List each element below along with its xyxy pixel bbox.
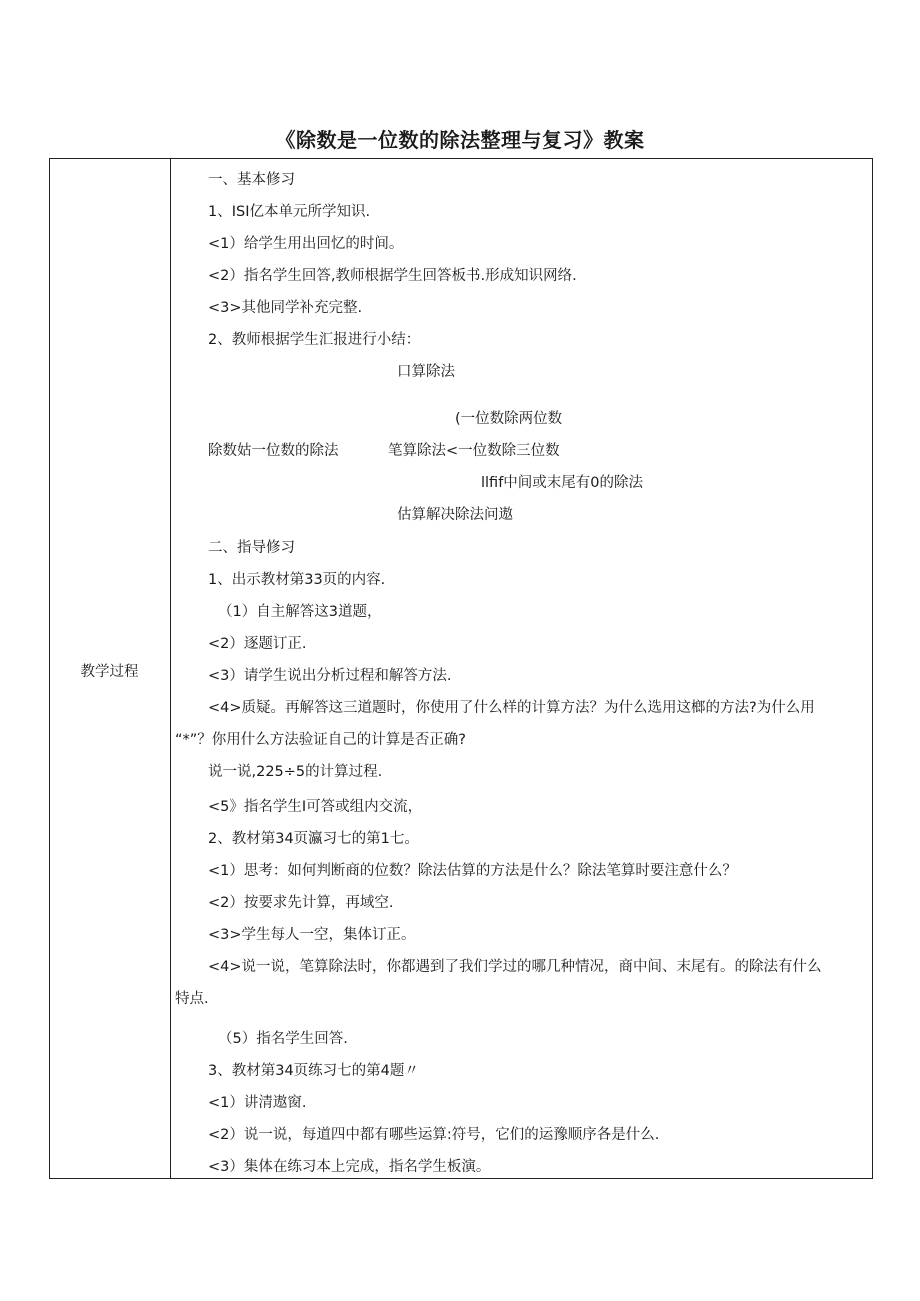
summary-estimation: 估算解决除法问遨 xyxy=(397,507,513,523)
content-line: <2）指名学生回答,教师根据学生回答板书.形成知识网络. xyxy=(208,268,577,284)
content-line: <1）给学生用出回忆的时间。 xyxy=(208,236,404,252)
content-line: <1）思考：如何判断商的位数？除法估算的方法是什么？除法笔算时要注意什么？ xyxy=(208,863,737,879)
content-line: 2、教师根据学生汇报进行小结： xyxy=(208,332,421,348)
summary-written-division: 笔算除法<一位数除三位数 xyxy=(388,443,560,459)
content-line: <2）按要求先计算，再域空. xyxy=(208,895,394,911)
content-line: 说一说,225÷5的计算过程. xyxy=(208,764,383,780)
section-heading-guided: 二、指导修习 xyxy=(208,540,295,556)
content-line: <3>学生每人一空，集体订正。 xyxy=(208,927,416,943)
content-line: <3）请学生说出分析过程和解答方法. xyxy=(208,668,452,684)
content-line: <3）集体在练习本上完成，指名学生板演。 xyxy=(208,1159,491,1175)
content-line: <4>说一说，笔算除法时，你都遇到了我们学过的哪几种情况，商中间、末尾有。的除法有什么 xyxy=(208,959,822,975)
content-line: 1、出示教材第33页的内容. xyxy=(208,572,386,588)
document-title: 《除数是一位数的除法整理与复习》教案 xyxy=(275,128,645,152)
content-line: <2）说一说，每道四中都有哪些运算:符号，它们的运豫顺序各是什么. xyxy=(208,1127,660,1143)
table-column-divider xyxy=(170,158,171,1179)
content-line: <2）逐题订正. xyxy=(208,636,307,652)
summary-oral-division: 口算除法 xyxy=(397,364,455,380)
lesson-table xyxy=(49,158,873,1179)
content-line: 2、教材第34页瀛习七的第1七。 xyxy=(208,831,419,847)
content-line: <5》指名学生I可答或组内交流， xyxy=(208,799,423,815)
content-line: <1）讲清遨窗. xyxy=(208,1095,307,1111)
row-label: 教学过程 xyxy=(80,664,139,680)
content-line: （5）指名学生回答. xyxy=(218,1031,348,1047)
content-line: （1）自主解答这3道题， xyxy=(218,604,382,620)
content-line-continued: 特点. xyxy=(175,991,209,1007)
summary-two-digit: (一位数除两位数 xyxy=(455,411,563,427)
content-line: 3、教材第34页练习七的第4题〃 xyxy=(208,1063,419,1079)
content-line-continued: “*”？你用什么方法验证自己的计算是否正确? xyxy=(175,732,466,748)
summary-root: 除数姑一位数的除法 xyxy=(208,443,339,459)
section-heading-basic: 一、基本修习 xyxy=(208,172,295,188)
content-line: <4>质疑。再解答这三道题时，你使用了什么样的计算方法？为什么选用这榔的方法?为什么用 xyxy=(208,700,815,716)
content-line: <3>其他同学补充完整. xyxy=(208,300,363,316)
summary-zero-in-quotient: llfif中间或末尾有0的除法 xyxy=(481,475,644,491)
content-line: 1、ISI亿本单元所学知识. xyxy=(208,204,371,220)
